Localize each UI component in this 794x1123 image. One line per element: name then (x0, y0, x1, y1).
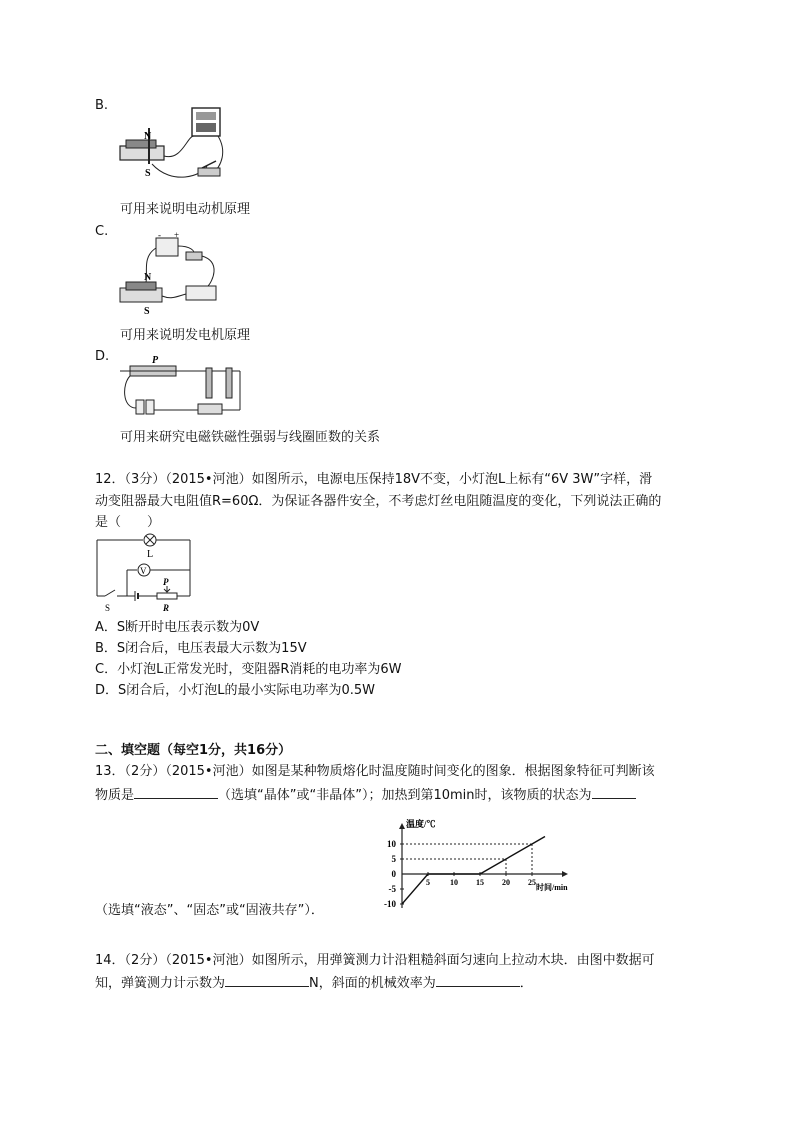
q12-line1: 12．（3分）（2015•河池）如图所示，电源电压保持18V不变，小灯泡L上标有“6V 3W”字样，滑 (95, 472, 653, 487)
switch-label: S (105, 603, 111, 613)
y-tick-label: 0 (391, 869, 396, 879)
x-tick-label: 25 (528, 878, 536, 887)
x-axis-label: 时间/min (536, 883, 568, 892)
south-pole-label: S (145, 168, 151, 179)
lamp-label: L (147, 549, 154, 560)
q14-line1: 14．（2分）（2015•河池）如图所示，用弹簧测力计沿粗糙斜面匀速向上拉动木块．由图中数据可 (95, 953, 655, 968)
rheostat-symbol (157, 593, 177, 599)
option-b-letter: B. (95, 98, 109, 113)
q13-line3: （选填“液态”、“固态”或“固液共存”）． (95, 903, 324, 918)
y-axis-label: 温度/℃ (406, 819, 436, 829)
north-pole-label: N (144, 131, 152, 142)
q12-option-b: B．S闭合后，电压表最大示数为15V (95, 641, 307, 656)
q14-line2-end: ． (519, 976, 533, 991)
y-axis-arrow (399, 823, 405, 829)
answer-blank-1[interactable] (134, 784, 218, 799)
motor-apparatus-figure (112, 106, 242, 190)
battery-plus-label: + (174, 230, 180, 240)
section-title: 二、填空题（每空1分，共16分） (95, 743, 292, 758)
rheostat-label: R (163, 603, 170, 613)
q13-line1: 13．（2分）（2015•河池）如图是某种物质熔化时温度随时间变化的图象．根据图象特征可判断该 (95, 764, 655, 779)
melting-graph (362, 812, 568, 912)
answer-blank-efficiency[interactable] (436, 972, 520, 987)
generator-apparatus-figure (112, 232, 232, 316)
q14-line2-start: 知，弹簧测力计示数为 (95, 976, 226, 991)
answer-blank-2[interactable] (592, 784, 636, 799)
q14-line2-mid: N，斜面的机械效率为 (309, 976, 436, 991)
option-c-caption: 可用来说明发电机原理 (120, 328, 251, 343)
option-c-letter: C. (95, 224, 109, 239)
q12-option-a: A．S断开时电压表示数为0V (95, 620, 260, 635)
y-tick-label: -5 (388, 884, 396, 894)
q13-line2-mid: （选填“晶体”或“非晶体”）；加热到第10min时，该物质的状态为 (218, 788, 592, 803)
temperature-curve-extension (532, 837, 545, 845)
battery-minus-label: - (158, 230, 161, 240)
x-tick-label: 20 (502, 878, 510, 887)
south-pole-label: S (144, 306, 150, 317)
y-tick-label: 10 (387, 839, 396, 849)
answer-blank-force[interactable] (225, 972, 309, 987)
q12-line2: 动变阻器最大电阻值R=60Ω．为保证各器件安全，不考虑灯丝电阻随温度的变化，下列说法正确的 (95, 494, 662, 509)
q12-option-d: D．S闭合后，小灯泡L的最小实际电功率为0.5W (95, 683, 376, 698)
q12-circuit-diagram (95, 534, 199, 614)
slider-p-label: P (152, 355, 159, 366)
q13-line2-start: 物质是 (95, 788, 135, 803)
option-d-caption: 可用来研究电磁铁磁性强弱与线圈匝数的关系 (120, 430, 381, 445)
q14-line2 (95, 972, 533, 994)
slider-p-label: P (163, 577, 169, 587)
y-tick-label: -10 (384, 899, 396, 909)
option-d-letter: D. (95, 349, 110, 364)
electromagnet-apparatus-figure (118, 354, 248, 424)
x-tick-label: 5 (426, 878, 430, 887)
q12-option-c: C．小灯泡L正常发光时，变阻器R消耗的电功率为6W (95, 662, 402, 677)
q13-line2 (95, 784, 636, 806)
x-axis-arrow (562, 871, 568, 877)
q12-line3: 是（ ） (95, 515, 161, 530)
voltmeter-label: V (140, 566, 147, 576)
y-tick-label: 5 (391, 854, 396, 864)
north-pole-label: N (144, 272, 152, 283)
x-tick-label: 10 (450, 878, 458, 887)
option-b-caption: 可用来说明电动机原理 (120, 202, 251, 217)
x-tick-label: 15 (476, 878, 484, 887)
